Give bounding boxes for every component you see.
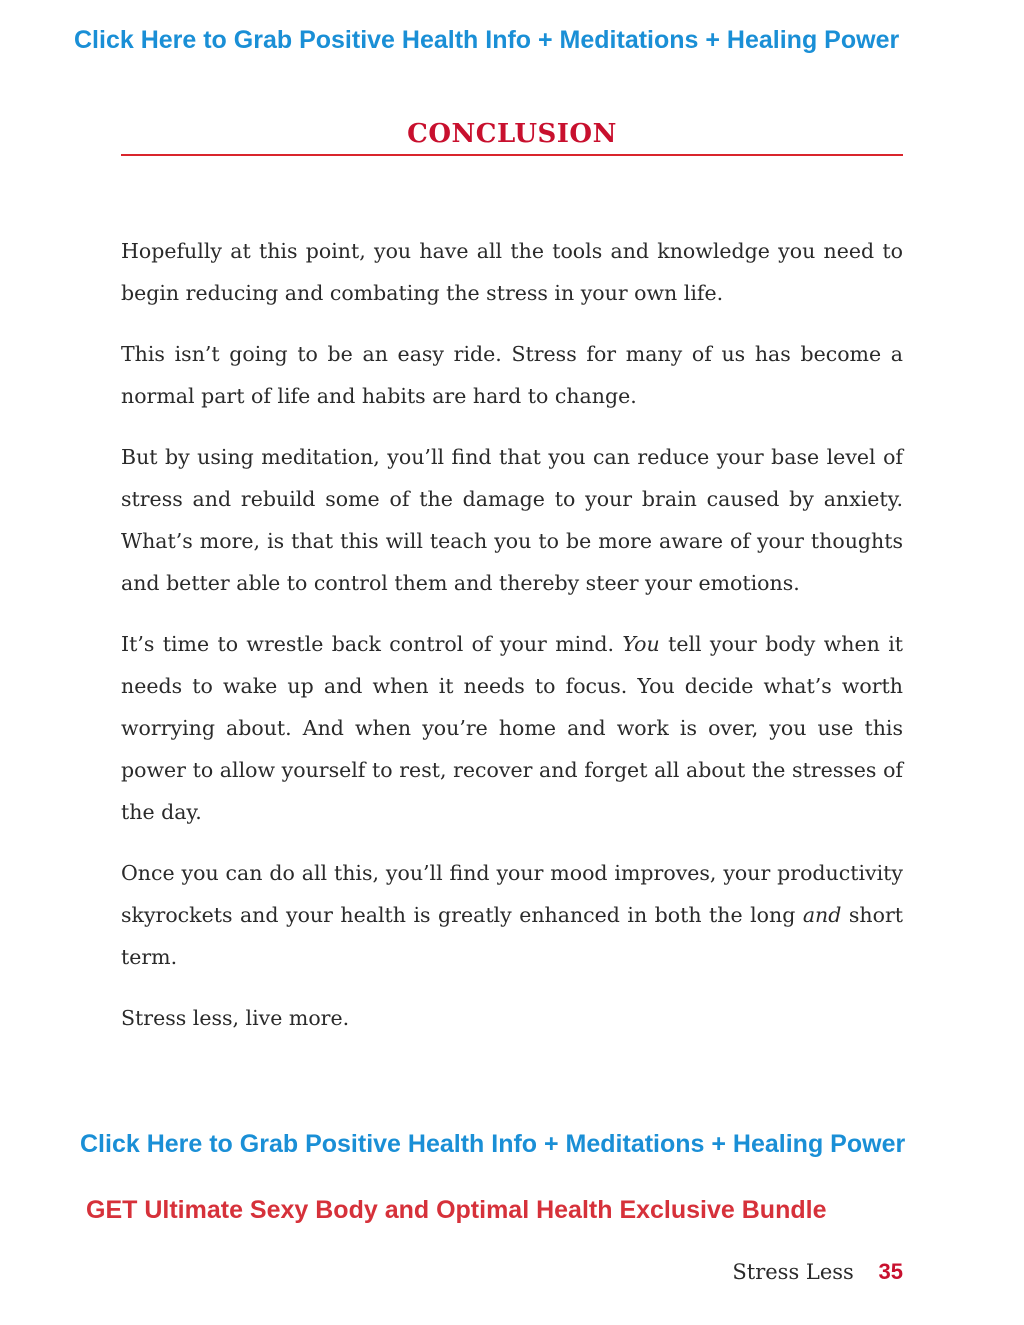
page-title: CONCLUSION (407, 119, 617, 149)
paragraph-5 (121, 852, 903, 978)
paragraph-4-emphasis: You (622, 632, 660, 656)
bundle-promo-link[interactable]: GET Ultimate Sexy Body and Optimal Health Exclusive Bundle (86, 1196, 827, 1224)
paragraph-5-start: Once you can do all this, you’ll find your mood improves, your productivity skyrockets and your health is greatly enhanced in both the long (121, 861, 903, 927)
heading-section (121, 118, 903, 156)
paragraph-3: But by using meditation, you’ll find that you can reduce your base level of stress and rebuild some of the damage to your brain caused by anxiety. What’s more, is that this will teach you to be more aware of your thoughts and better able to control them and thereby steer your emotions. (121, 445, 903, 595)
footer-book-title: Stress Less (732, 1260, 854, 1284)
top-promo-link[interactable]: Click Here to Grab Positive Health Info + Meditations + Healing Power (74, 26, 900, 54)
page-footer (732, 1258, 903, 1286)
body-text (121, 230, 903, 1058)
paragraph-1: Hopefully at this point, you have all the tools and knowledge you need to begin reducing and combating the stress in your own life. (121, 239, 903, 305)
paragraph-6: Stress less, live more. (121, 1006, 350, 1030)
page-number: 35 (878, 1259, 903, 1284)
paragraph-5-end: short term. (121, 903, 903, 969)
paragraph-4 (121, 623, 903, 833)
paragraph-5-emphasis: and (802, 903, 842, 927)
bottom-promo-link[interactable]: Click Here to Grab Positive Health Info + Meditations + Healing Power (80, 1130, 906, 1158)
paragraph-4-start: It’s time to wrestle back control of your mind. (121, 632, 623, 656)
paragraph-4-end: tell your body when it needs to wake up and when it needs to focus. You decide what’s worth worrying about. And when you’re home and work is over, you use this power to allow yourself to rest, recover and forget all about the stresses of the day. (121, 632, 903, 824)
paragraph-2: This isn’t going to be an easy ride. Stress for many of us has become a normal part of life and habits are hard to change. (121, 342, 903, 408)
